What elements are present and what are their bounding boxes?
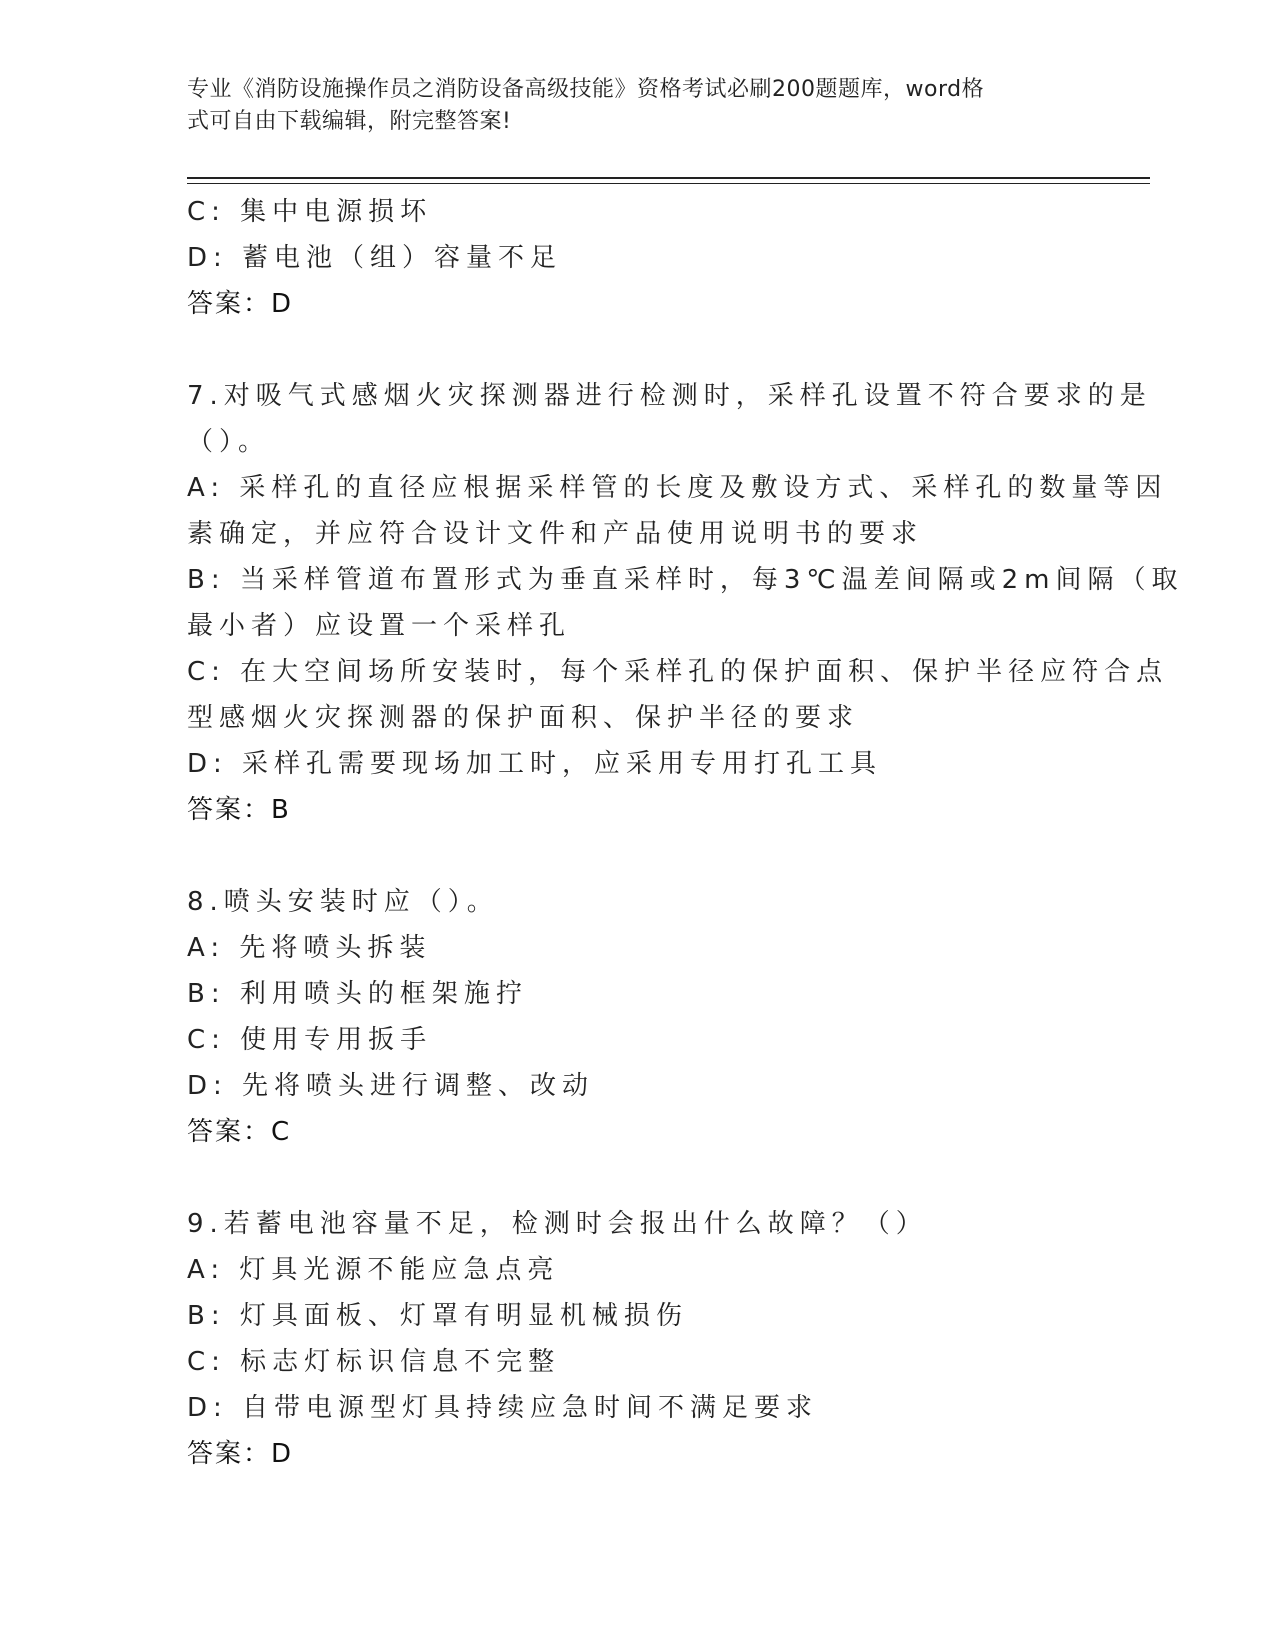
question-6-continued xyxy=(187,189,1087,327)
question-8-stem: 8.喷头安装时应（）。 xyxy=(187,887,499,917)
header-title-line-1: 专业《消防设施操作员之消防设备高级技能》资格考试必刷200题题库，word格 xyxy=(187,77,985,102)
document-header xyxy=(187,74,1067,138)
question-7-option-a-line-1: A: 采样孔的直径应根据采样管的长度及敷设方式、采样孔的数量等因 xyxy=(187,473,1168,503)
header-divider-thick xyxy=(187,177,1150,179)
question-9-option-a: A: 灯具光源不能应急点亮 xyxy=(187,1255,560,1285)
question-9-stem: 9.若蓄电池容量不足，检测时会报出什么故障？（） xyxy=(187,1209,928,1239)
question-8 xyxy=(187,879,1087,1155)
question-8-option-a: A: 先将喷头拆装 xyxy=(187,933,432,963)
question-7 xyxy=(187,373,1184,833)
question-list xyxy=(187,189,1184,1477)
question-7-option-d: D: 采样孔需要现场加工时，应采用专用打孔工具 xyxy=(187,749,883,779)
question-8-answer: 答案：C xyxy=(187,1117,292,1147)
question-9-option-b: B: 灯具面板、灯罩有明显机械损伤 xyxy=(187,1301,688,1331)
question-7-option-b-line-1: B: 当采样管道布置形式为垂直采样时，每3℃温差间隔或2m间隔（取 xyxy=(187,565,1184,595)
question-8-option-c: C: 使用专用扳手 xyxy=(187,1025,433,1055)
question-9-answer: 答案：D xyxy=(187,1439,294,1469)
question-8-option-d: D: 先将喷头进行调整、改动 xyxy=(187,1071,595,1101)
question-8-option-b: B: 利用喷头的框架施拧 xyxy=(187,979,528,1009)
question-6-option-d: D: 蓄电池（组）容量不足 xyxy=(187,243,563,273)
question-9-option-c: C: 标志灯标识信息不完整 xyxy=(187,1347,561,1377)
question-spacer xyxy=(187,1155,1087,1201)
question-7-option-c-line-2: 型感烟火灾探测器的保护面积、保护半径的要求 xyxy=(187,703,860,733)
question-7-option-c-line-1: C: 在大空间场所安装时，每个采样孔的保护面积、保护半径应符合点 xyxy=(187,657,1169,687)
question-spacer xyxy=(187,833,1087,879)
question-7-stem-line-1: 7.对吸气式感烟火灾探测器进行检测时，采样孔设置不符合要求的是 xyxy=(187,381,1152,411)
question-9-option-d: D: 自带电源型灯具持续应急时间不满足要求 xyxy=(187,1393,819,1423)
question-7-option-a-line-2: 素确定，并应符合设计文件和产品使用说明书的要求 xyxy=(187,519,924,549)
question-spacer xyxy=(187,327,1087,373)
question-7-stem-line-2: （）。 xyxy=(187,427,271,457)
header-divider-thin xyxy=(187,183,1150,184)
question-7-option-b-line-2: 最小者）应设置一个采样孔 xyxy=(187,611,572,641)
question-9 xyxy=(187,1201,1087,1477)
header-title-line-2: 式可自由下载编辑，附完整答案! xyxy=(187,109,512,134)
question-6-option-c: C: 集中电源损坏 xyxy=(187,197,433,227)
question-6-answer: 答案：D xyxy=(187,289,294,319)
question-7-answer: 答案：B xyxy=(187,795,291,825)
